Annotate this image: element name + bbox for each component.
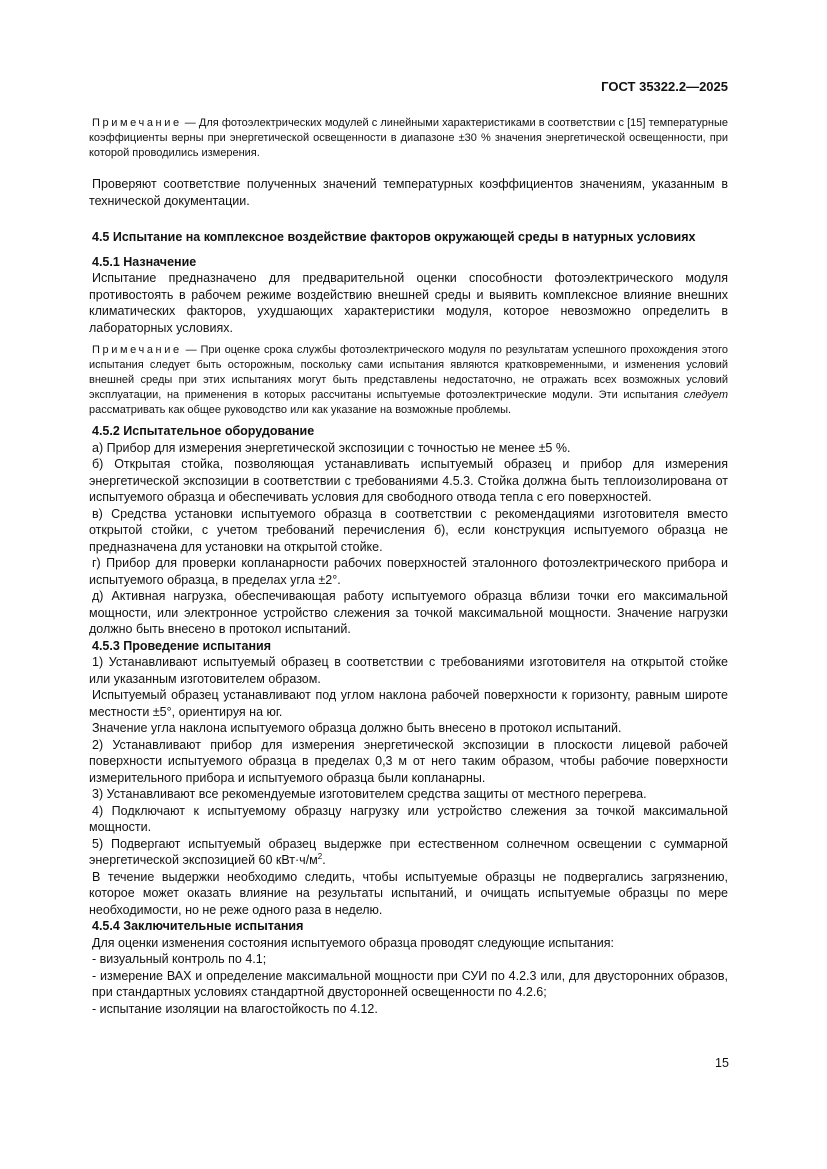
final-test-item: - визуальный контроль по 4.1; (92, 952, 267, 967)
page-content (89, 116, 728, 1017)
procedure-paragraph: Испытуемый образец устанавливают под углом наклона рабочей поверхности к горизонту, равным широте местности ±5°, ориентируя на юг. (89, 688, 728, 719)
paragraph-check: Проверяют соответствие полученных значений температурных коэффициентов значениям, указанным в технической документации. (89, 177, 728, 208)
section-4-5-heading: 4.5 Испытание на комплексное воздействие факторов окружающей среды в натурных условиях (92, 230, 696, 245)
note-service-life (89, 343, 728, 417)
note-label: Примечание (92, 117, 182, 129)
note-text-a: При оценке срока службы фотоэлектрического модуля по результатам успешного прохождения этого испытания следует быть осторожным, поскольку сами испытания являются кратковременными, и изменения условий внешней среды при этих испытаниях могут быть представлены недостаточно, не отражать всех возможных условий эксплуатации, на применения в которых рассчитаны испытуемые фотоэлектрические модули. Эти испытания (89, 344, 728, 401)
section-4-5-1-text: Испытание предназначено для предварительной оценки способности фотоэлектрического модуля противостоять в рабочем режиме воздействию внешней среды и выявить комплексное влияние внешних климатических факторов, ухудшающих характеристики модуля, которое невозможно определить в лабораторных условиях. (89, 271, 728, 335)
final-test-item: - измерение ВАХ и определение максимальной мощности при СУИ по 4.2.3 или, для двусторонних образов, при стандартных условиях стандартной двусторонней освещенности по 4.2.6; (92, 968, 728, 1000)
page-number: 15 (715, 1056, 729, 1070)
exposure-end: . (322, 853, 326, 868)
procedure-paragraph: В течение выдержки необходимо следить, чтобы испытуемые образцы не подвергались загрязнению, которое может оказать влияние на результаты испытаний, и очищать испытуемые образцы по мере необходимости, но не реже одного раза в неделю. (89, 869, 728, 917)
procedure-paragraph: 4) Подключают к испытуемому образцу нагрузку или устройство слежения за точкой максимальной мощности. (89, 803, 728, 835)
exposure-text: 5) Подвергают испытуемый образец выдержке при естественном солнечном освещении с суммарной энергетической экспозицией 60 кВт·ч/м (89, 836, 728, 868)
final-tests-intro: Для оценки изменения состояния испытуемого образца проводят следующие испытания: (92, 935, 614, 950)
equipment-item: д) Активная нагрузка, обеспечивающая работу испытуемого образца вблизи точки его максимальной мощности, или электронное устройство слежения за точкой максимальной мощности. Значение нагрузки должно быть внесено в протокол испытаний. (89, 589, 728, 637)
section-4-5-1-heading: 4.5.1 Назначение (92, 254, 197, 269)
section-4-5-2-heading: 4.5.2 Испытательное оборудование (92, 424, 315, 439)
final-test-item: - испытание изоляции на влагостойкость по 4.12. (92, 1001, 378, 1016)
equipment-item: г) Прибор для проверки копланарности рабочих поверхностей эталонного фотоэлектрического прибора и испытуемого образца, в пределах угла ±2°. (89, 556, 728, 587)
section-4-5-3-heading: 4.5.3 Проведение испытания (92, 638, 272, 653)
equipment-item: в) Средства установки испытуемого образца в соответствии с рекомендациями изготовителя вместо открытой стойки, с учетом требований перечисления б), если конструкция испытуемого образца не предназначена для установки на открытой стойке. (89, 506, 728, 554)
section-4-5-4-heading: 4.5.4 Заключительные испытания (92, 919, 304, 934)
note-text-emphasis: следует (683, 388, 728, 401)
note-temperature-coefficients (89, 116, 728, 160)
equipment-item: б) Открытая стойка, позволяющая устанавливать испытуемый образец и прибор для измерения энергетической экспозиции в соответствии с требованиями 4.5.3. Стойка должна быть теплоизолирована от испытуемого образца и обеспечивать условия для свободного отвода тепла с его поверхностей. (89, 457, 728, 505)
procedure-paragraph: Значение угла наклона испытуемого образца должно быть внесено в протокол испытаний. (92, 721, 622, 736)
note-text-b: рассматривать как общее руководство или как указание на возможные проблемы. (89, 403, 512, 416)
standard-number: ГОСТ 35322.2—2025 (601, 79, 728, 94)
procedure-paragraph: 1) Устанавливают испытуемый образец в соответствии с требованиями изготовителя на открытой стойке или указанным изготовителем образом. (89, 655, 728, 686)
procedure-paragraph: 3) Устанавливают все рекомендуемые изготовителем средства защиты от местного перегрева. (92, 787, 647, 802)
exposure-superscript: 2 (317, 852, 323, 862)
procedure-paragraph: 2) Устанавливают прибор для измерения энергетической экспозиции в плоскости лицевой рабочей поверхности испытуемого образца в пределах 0,3 м от него таким образом, чтобы рабочие поверхности измерительного прибора и испытуемого образца были копланарны. (89, 737, 728, 785)
note-text: Для фотоэлектрических модулей с линейными характеристиками в соответствии с [15] температурные коэффициенты верны при энергетической освещенности в диапазоне ±30 % значения энергетической освещенности, при которой проводились измерения. (89, 117, 728, 159)
equipment-item: а) Прибор для измерения энергетической экспозиции с точностью не менее ±5 %. (92, 440, 571, 455)
note-dash: — (181, 117, 199, 129)
procedure-paragraph-exposure (89, 836, 728, 869)
note-dash: — (181, 344, 201, 357)
note-label: Примечание (92, 344, 182, 357)
